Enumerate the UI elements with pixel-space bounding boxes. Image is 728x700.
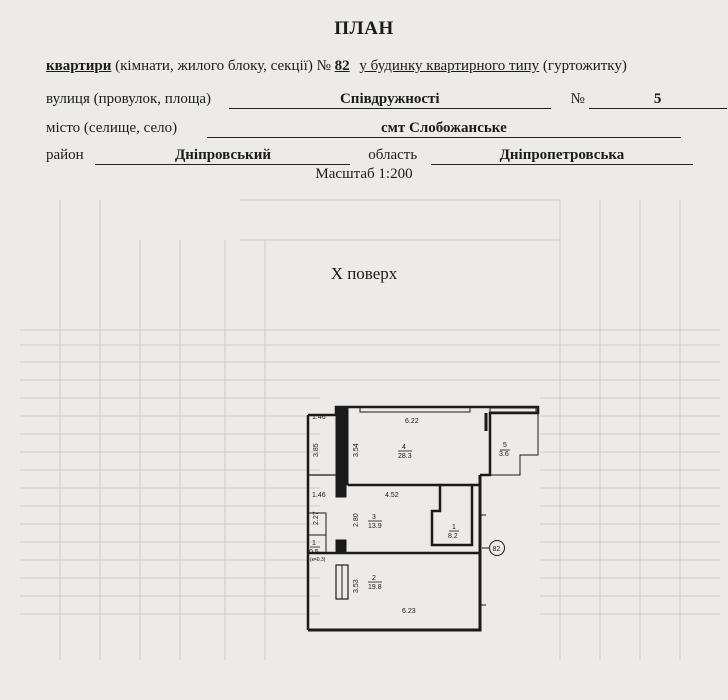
city-line <box>46 120 720 138</box>
dim-room2-height: 3.53 <box>353 579 360 593</box>
window-balcony <box>490 408 536 412</box>
apartment-subtitle: (кімнати, жилого блоку, секції) <box>115 58 313 74</box>
dim-room3-height: 2.80 <box>353 513 360 527</box>
dim-vestibule-height: 2.27 <box>313 511 320 525</box>
street-label: вулиця (провулок, площа) <box>46 91 212 107</box>
wall-column <box>336 540 346 553</box>
city-value: смт Слобожанське <box>207 120 681 138</box>
house-number: 5 <box>589 91 727 109</box>
room-3-number: 3 <box>372 514 376 521</box>
dim-room4-height: 3.54 <box>353 443 360 457</box>
region-value: Дніпропетровська <box>431 147 693 165</box>
apartment-marker-number: 82 <box>492 546 501 553</box>
floor-label: X поверх <box>330 264 398 283</box>
number-sign: № <box>316 58 331 74</box>
building-type: у будинку квартирного типу <box>359 58 540 74</box>
room-5-number: 5 <box>503 442 507 449</box>
district-line <box>46 147 720 165</box>
room-1-area: 8.2 <box>448 533 458 540</box>
apartment-line <box>46 58 720 75</box>
dim-top-left: 1.46 <box>312 414 326 421</box>
wall-column <box>336 485 346 497</box>
balcony-coefficient: (к=0.3) <box>310 557 326 563</box>
room-5-area: 3.6 <box>499 451 509 458</box>
dim-room3-length: 4.52 <box>385 492 399 499</box>
room-2-area: 19.8 <box>368 584 382 591</box>
street-line <box>46 91 720 109</box>
dim-mid-left: 1.46 <box>312 492 326 499</box>
balcony-number: 1 <box>312 540 316 547</box>
house-number-sign: № <box>570 91 585 107</box>
scale-label: Масштаб 1:200 <box>315 166 413 182</box>
room-4-number: 4 <box>402 444 406 451</box>
room-4-area: 28.3 <box>398 453 412 460</box>
district-label: район <box>46 147 84 163</box>
wall-column <box>336 407 348 485</box>
dim-top-length: 6.22 <box>405 418 419 425</box>
floor-plan <box>290 395 550 640</box>
district-value: Дніпровський <box>95 147 350 165</box>
region-label: область <box>368 147 418 163</box>
balcony-outline <box>490 413 538 475</box>
dim-bottom-length: 6.23 <box>402 608 416 615</box>
room-1-number: 1 <box>452 524 456 531</box>
room-3-area: 13.9 <box>368 523 382 530</box>
apartment-word: квартири <box>46 58 112 74</box>
balcony-area: 0.5 <box>309 549 319 556</box>
dim-left-height: 3.85 <box>313 443 320 457</box>
document-title: ПЛАН <box>334 18 394 39</box>
street-value: Співдружності <box>229 91 551 109</box>
city-label: місто (селище, село) <box>46 120 178 136</box>
room-2-number: 2 <box>372 575 376 582</box>
apartment-number: 82 <box>334 58 350 74</box>
dormitory-label: (гуртожитку) <box>542 58 627 74</box>
